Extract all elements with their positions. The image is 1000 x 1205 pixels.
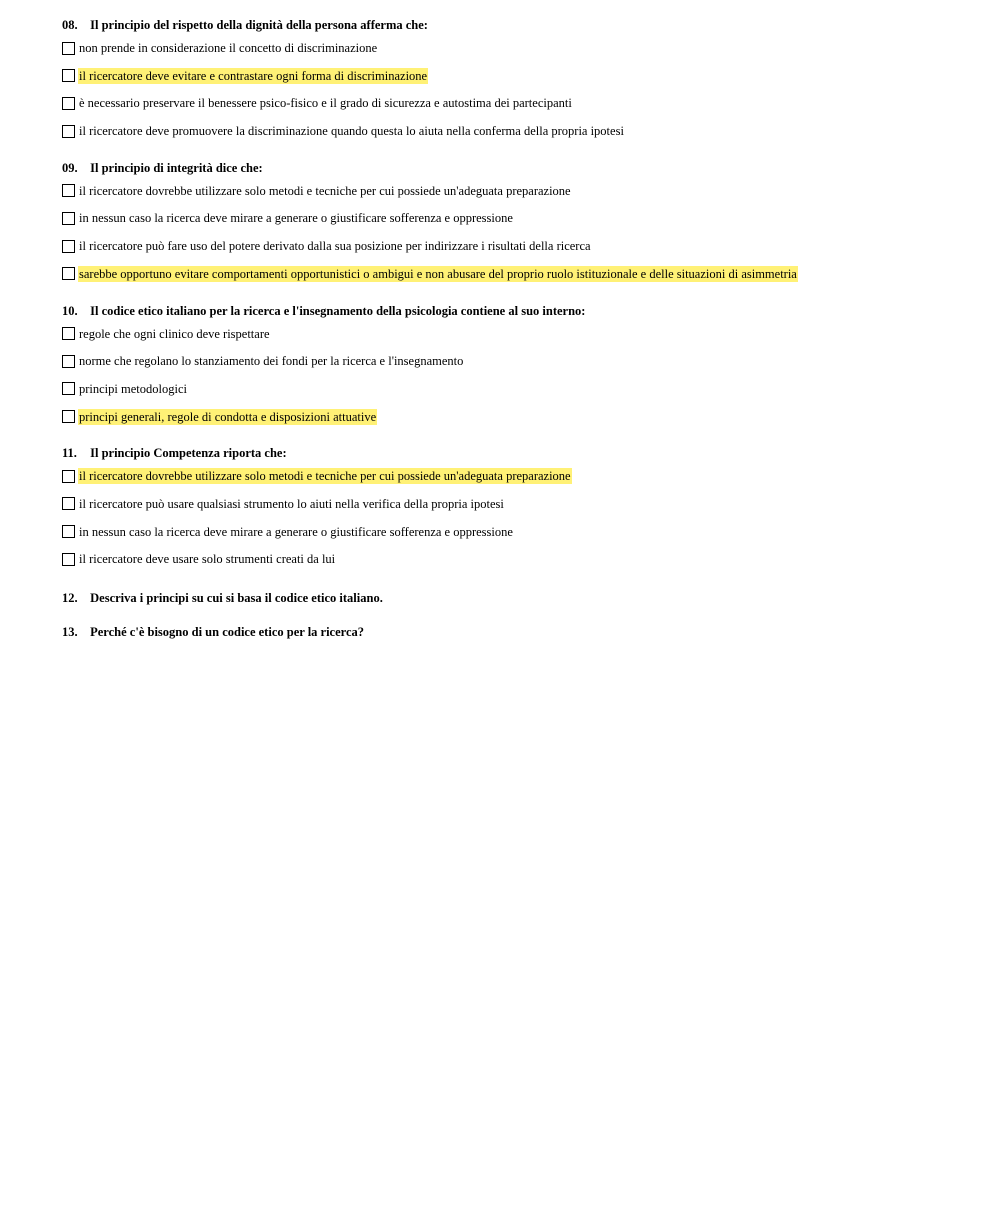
- question-number: 10.: [62, 303, 78, 318]
- question-title: [62, 442, 962, 464]
- checkbox[interactable]: [62, 240, 75, 253]
- answer-option[interactable]: [62, 207, 962, 229]
- checkbox[interactable]: [62, 184, 75, 197]
- question-number: 12.: [62, 591, 78, 605]
- answer-option[interactable]: [62, 65, 962, 87]
- checkbox[interactable]: [62, 525, 75, 538]
- answer-option[interactable]: [62, 406, 962, 428]
- option-text: regole che ogni clinico deve rispettare: [79, 326, 270, 341]
- question-text: Il codice etico italiano per la ricerca e l'insegnamento della psicologia contiene al suo interno:: [90, 303, 586, 318]
- question-title: [62, 300, 962, 322]
- checkbox[interactable]: [62, 42, 75, 55]
- question-08: [62, 14, 962, 142]
- question-09: [62, 157, 962, 285]
- question-text: Il principio del rispetto della dignità della persona afferma che:: [90, 18, 428, 32]
- option-text: il ricercatore può usare qualsiasi strumento lo aiuti nella verifica della propria ipotesi: [79, 496, 504, 511]
- checkbox[interactable]: [62, 410, 75, 423]
- option-text: principi metodologici: [79, 381, 187, 396]
- checkbox[interactable]: [62, 212, 75, 225]
- answer-option[interactable]: [62, 350, 962, 372]
- checkbox[interactable]: [62, 327, 75, 340]
- document-page: [62, 14, 962, 644]
- answer-option[interactable]: [62, 493, 962, 515]
- checkbox[interactable]: [62, 125, 75, 138]
- question-number: 09.: [62, 160, 78, 175]
- option-text: in nessun caso la ricerca deve mirare a generare o giustificare sofferenza e oppressione: [79, 211, 513, 226]
- option-text: il ricercatore può fare uso del potere derivato dalla sua posizione per indirizzare i risultati della ricerca: [79, 239, 591, 254]
- question-10: [62, 300, 962, 428]
- option-text: il ricercatore deve usare solo strumenti creati da lui: [79, 552, 336, 567]
- open-question-13: [62, 621, 962, 643]
- checkbox[interactable]: [62, 497, 75, 510]
- option-text: il ricercatore dovrebbe utilizzare solo metodi e tecniche per cui possiede un'adeguata preparazione: [79, 183, 571, 198]
- open-question-12: [62, 587, 962, 609]
- question-11: [62, 442, 962, 570]
- answer-option[interactable]: [62, 235, 962, 257]
- question-number: 13.: [62, 625, 78, 639]
- option-text: in nessun caso la ricerca deve mirare a generare o giustificare sofferenza e oppressione: [79, 524, 513, 539]
- answer-option[interactable]: [62, 378, 962, 400]
- answer-option[interactable]: [62, 465, 962, 487]
- option-text: è necessario preservare il benessere psico-fisico e il grado di sicurezza e autostima dei partecipanti: [79, 96, 572, 111]
- option-text-highlighted: il ricercatore dovrebbe utilizzare solo metodi e tecniche per cui possiede un'adeguata preparazione: [79, 469, 571, 484]
- question-title: [62, 14, 962, 36]
- option-text: il ricercatore deve promuovere la discriminazione quando questa lo aiuta nella conferma della propria ipotesi: [79, 124, 624, 139]
- question-number: 11.: [62, 446, 77, 461]
- checkbox[interactable]: [62, 553, 75, 566]
- question-text: Descriva i principi su cui si basa il codice etico italiano.: [90, 591, 383, 605]
- question-text: Il principio Competenza riporta che:: [90, 446, 287, 461]
- option-text: non prende in considerazione il concetto di discriminazione: [79, 41, 378, 55]
- checkbox[interactable]: [62, 470, 75, 483]
- checkbox[interactable]: [62, 382, 75, 395]
- checkbox[interactable]: [62, 69, 75, 82]
- answer-option[interactable]: [62, 548, 962, 570]
- question-title: [62, 157, 962, 179]
- checkbox[interactable]: [62, 97, 75, 110]
- option-text-highlighted: sarebbe opportuno evitare comportamenti opportunistici o ambigui e non abusare del proprio ruolo istituzionale e delle situazioni di asimmetria: [79, 266, 797, 281]
- option-text-highlighted: il ricercatore deve evitare e contrastare ogni forma di discriminazione: [79, 68, 428, 83]
- answer-option[interactable]: [62, 323, 962, 345]
- question-title: [62, 587, 962, 609]
- checkbox[interactable]: [62, 355, 75, 368]
- checkbox[interactable]: [62, 267, 75, 280]
- answer-option[interactable]: [62, 37, 962, 59]
- answer-option[interactable]: [62, 521, 962, 543]
- answer-option[interactable]: [62, 263, 962, 285]
- question-text: Perché c'è bisogno di un codice etico per la ricerca?: [90, 625, 365, 639]
- answer-option[interactable]: [62, 92, 962, 114]
- question-title: [62, 621, 962, 643]
- question-number: 08.: [62, 18, 78, 32]
- answer-option[interactable]: [62, 120, 962, 142]
- answer-option[interactable]: [62, 180, 962, 202]
- option-text: norme che regolano lo stanziamento dei fondi per la ricerca e l'insegnamento: [79, 354, 464, 369]
- option-text-highlighted: principi generali, regole di condotta e disposizioni attuative: [79, 409, 377, 424]
- question-text: Il principio di integrità dice che:: [90, 160, 263, 175]
